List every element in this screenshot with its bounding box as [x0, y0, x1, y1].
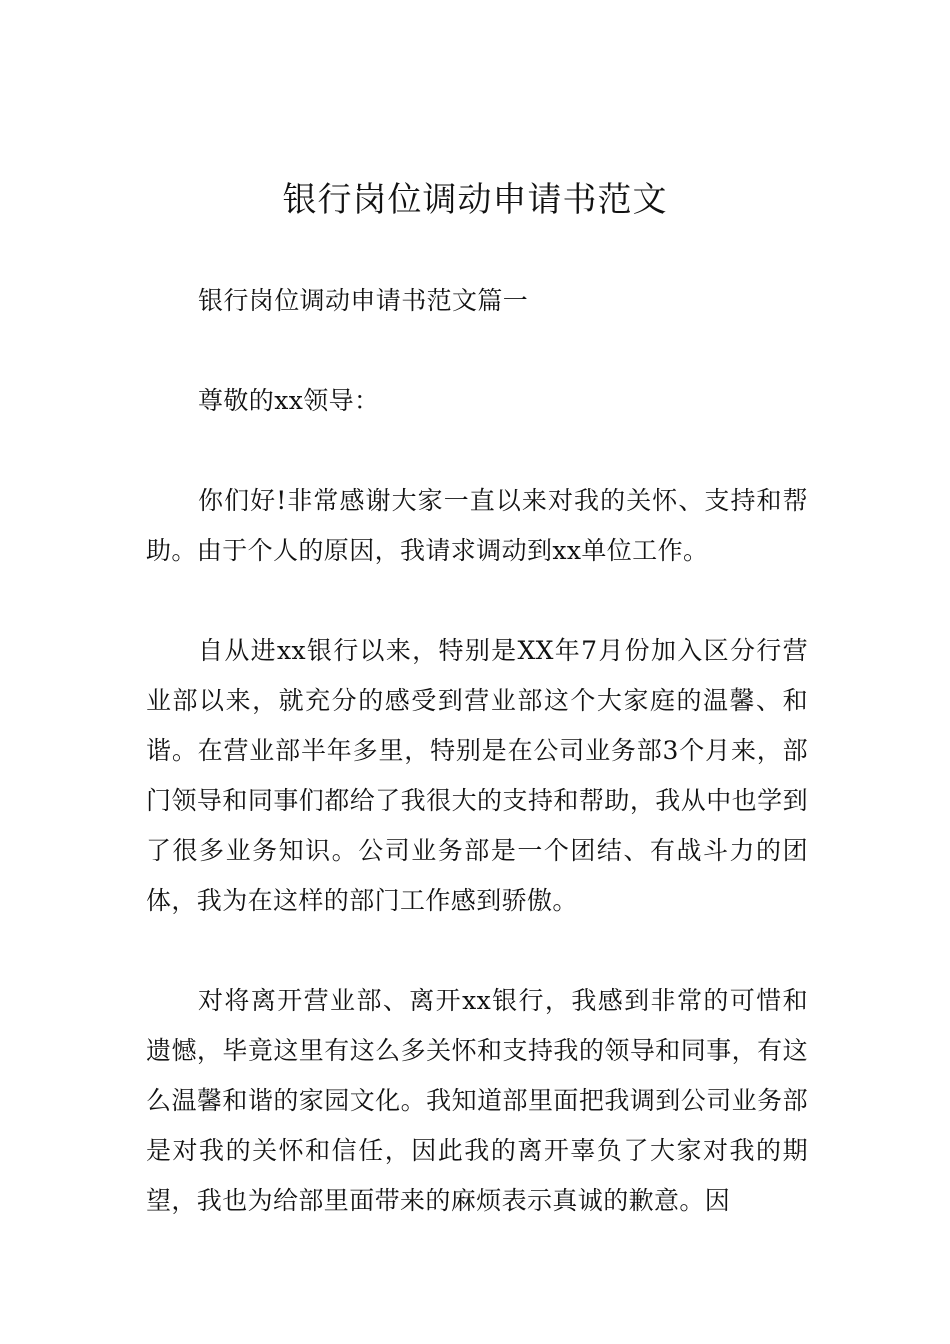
paragraph-regret: 对将离开营业部、离开xx银行，我感到非常的可惜和遗憾，毕竟这里有这么多关怀和支持我的领导和同事，有这么温馨和谐的家园文化。我知道部里面把我调到公司业务部是对我的关怀和信任，因此我的离开辜负了大家对我的期望，我也为给部里面带来的麻烦表示真诚的歉意。因: [146, 986, 808, 1215]
salutation: 尊敬的xx领导：: [198, 386, 380, 415]
document-body: [146, 276, 808, 1276]
paragraph-experience: 自从进xx银行以来，特别是XX年7月份加入区分行营业部以来，就充分的感受到营业部这个大家庭的温馨、和谐。在营业部半年多里，特别是在公司业务部3个月来，部门领导和同事们都给了我很大的支持和帮助，我从中也学到了很多业务知识。公司业务部是一个团结、有战斗力的团体，我为在这样的部门工作感到骄傲。: [146, 636, 808, 915]
paragraph-greeting: 你们好!非常感谢大家一直以来对我的关怀、支持和帮助。由于个人的原因，我请求调动到xx单位工作。: [146, 486, 808, 565]
section-heading: 银行岗位调动申请书范文篇一: [198, 286, 529, 315]
document-title: 银行岗位调动申请书范文: [282, 180, 668, 220]
